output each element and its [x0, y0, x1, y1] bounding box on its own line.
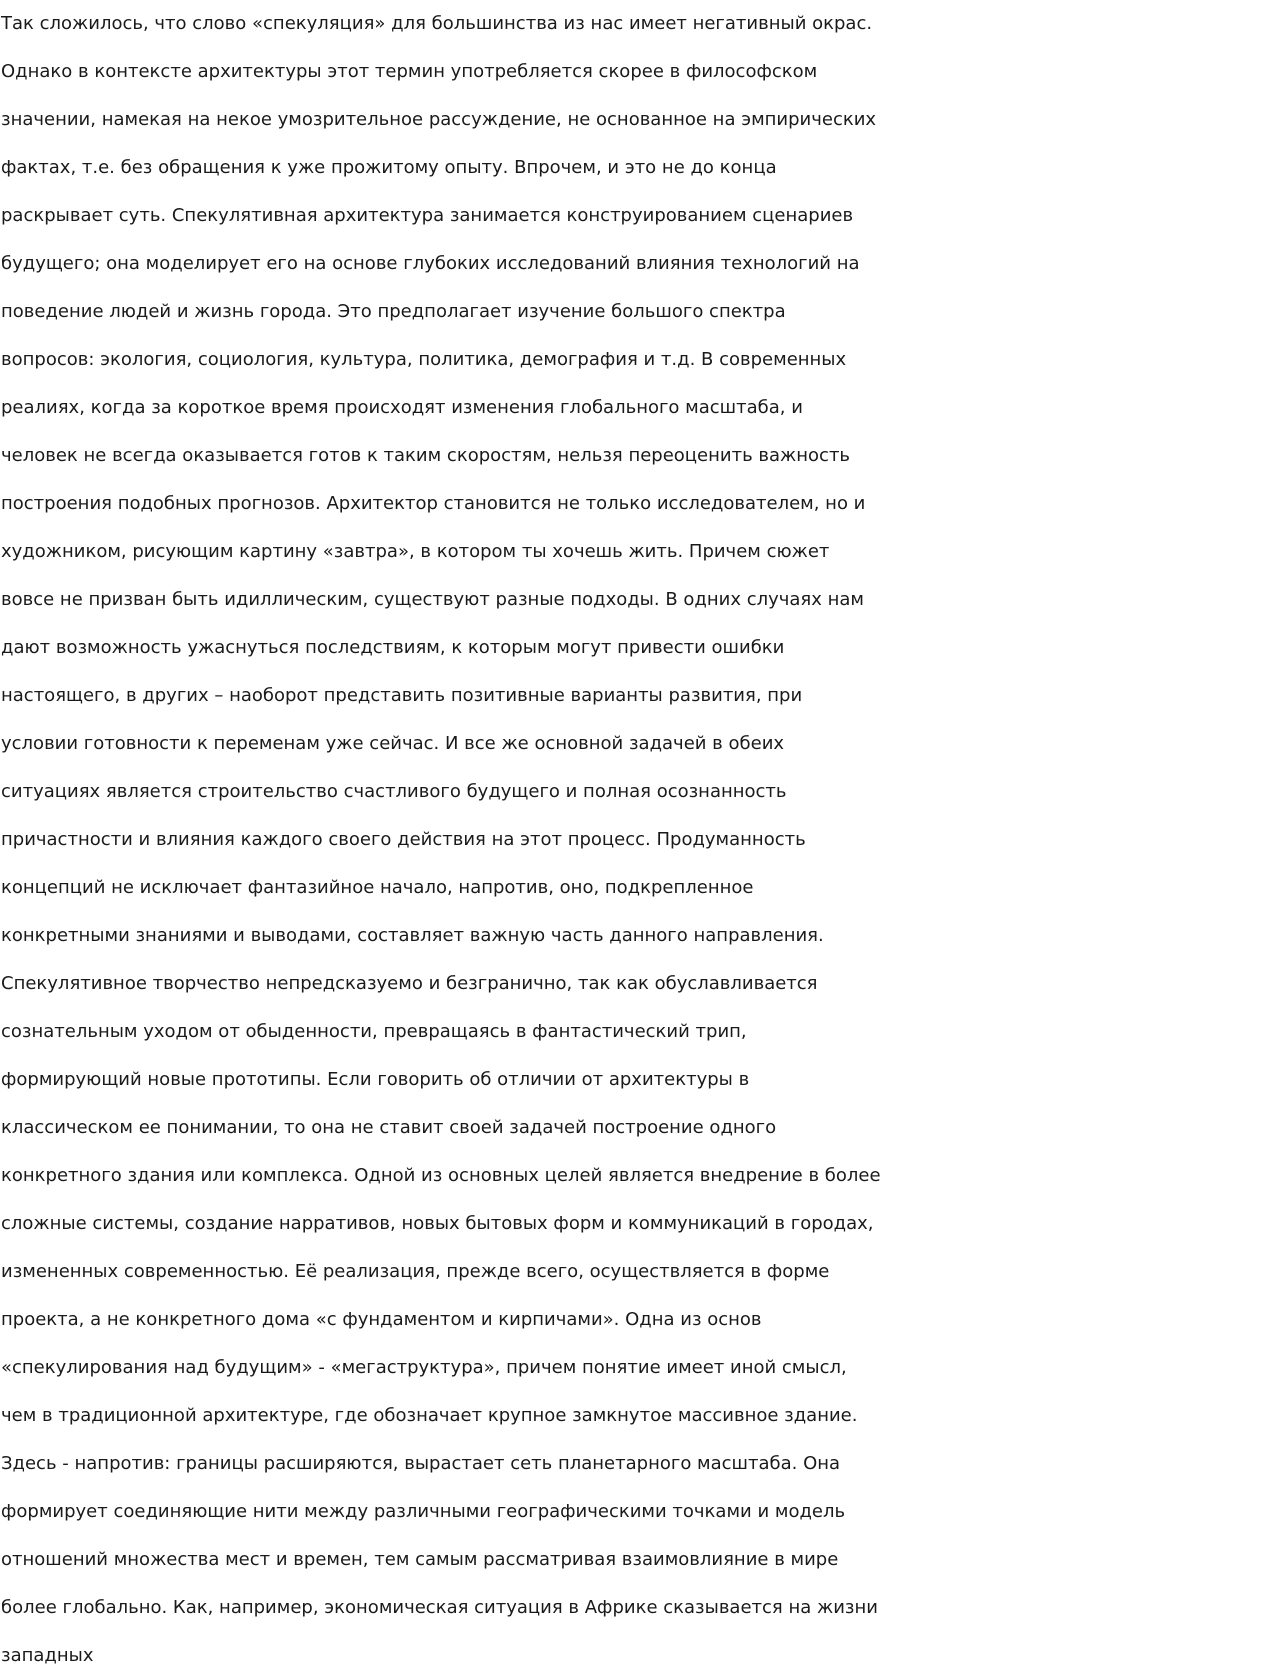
text-line: художником, рисующим картину «завтра», в котором ты хочешь жить. Причем сюжет	[1, 541, 830, 562]
text-line: фактах, т.е. без обращения к уже прожитому опыту. Впрочем, и это не до конца	[1, 157, 777, 178]
text-line: более глобально. Как, например, экономическая ситуация в Африке сказывается на жизни	[1, 1597, 878, 1618]
text-line: реалиях, когда за короткое время происходят изменения глобального масштаба, и	[1, 397, 803, 418]
text-line: будущего; она моделирует его на основе глубоких исследований влияния технологий на	[1, 253, 860, 274]
text-line: ситуациях является строительство счастливого будущего и полная осознанность	[1, 781, 787, 802]
text-line: вопросов: экология, социология, культура, политика, демография и т.д. В современных	[1, 349, 847, 370]
text-line: Здесь - напротив: границы расширяются, вырастает сеть планетарного масштаба. Она	[1, 1453, 841, 1474]
text-line: проекта, а не конкретного дома «с фундаментом и кирпичами». Одна из основ	[1, 1309, 762, 1330]
text-line: классическом ее понимании, то она не ставит своей задачей построение одного	[1, 1117, 777, 1138]
text-line: отношений множества мест и времен, тем самым рассматривая взаимовлияние в мире	[1, 1549, 839, 1570]
text-line: причастности и влияния каждого своего действия на этот процесс. Продуманность	[1, 829, 806, 850]
text-line: конкретными знаниями и выводами, составляет важную часть данного направления.	[1, 925, 824, 946]
text-line: концепций не исключает фантазийное начало, напротив, оно, подкрепленное	[1, 877, 754, 898]
text-line: человек не всегда оказывается готов к таким скоростям, нельзя переоценить важность	[1, 445, 851, 466]
text-line: «спекулирования над будущим» - «мегаструктура», причем понятие имеет иной смысл,	[1, 1357, 847, 1378]
text-line: настоящего, в других – наоборот представить позитивные варианты развития, при	[1, 685, 803, 706]
text-line: формирует соединяющие нити между различными географическими точками и модель	[1, 1501, 846, 1522]
text-line: чем в традиционной архитектуре, где обозначает крупное замкнутое массивное здание.	[1, 1405, 858, 1426]
article-text	[1, 0, 1269, 1680]
text-line: западных	[1, 1645, 94, 1666]
text-line: Так сложилось, что слово «спекуляция» для большинства из нас имеет негативный окрас.	[1, 13, 873, 34]
text-line: дают возможность ужаснуться последствиям, к которым могут привести ошибки	[1, 637, 785, 658]
text-line: Однако в контексте архитектуры этот термин употребляется скорее в философском	[1, 61, 818, 82]
text-line: вовсе не призван быть идиллическим, существуют разные подходы. В одних случаях нам	[1, 589, 864, 610]
text-line: сознательным уходом от обыденности, превращаясь в фантастический трип,	[1, 1021, 747, 1042]
text-line: значении, намекая на некое умозрительное рассуждение, не основанное на эмпирических	[1, 109, 877, 130]
text-line: построения подобных прогнозов. Архитектор становится не только исследователем, но и	[1, 493, 866, 514]
text-line: Спекулятивное творчество непредсказуемо и безгранично, так как обуславливается	[1, 973, 818, 994]
text-line: измененных современностью. Её реализация, прежде всего, осуществляется в форме	[1, 1261, 830, 1282]
text-line: раскрывает суть. Спекулятивная архитектура занимается конструированием сценариев	[1, 205, 854, 226]
text-line: поведение людей и жизнь города. Это предполагает изучение большого спектра	[1, 301, 786, 322]
text-line: формирующий новые прототипы. Если говорить об отличии от архитектуры в	[1, 1069, 750, 1090]
text-line: конкретного здания или комплекса. Одной из основных целей является внедрение в более	[1, 1165, 881, 1186]
text-line: сложные системы, создание нарративов, новых бытовых форм и коммуникаций в городах,	[1, 1213, 874, 1234]
text-line: условии готовности к переменам уже сейчас. И все же основной задачей в обеих	[1, 733, 785, 754]
